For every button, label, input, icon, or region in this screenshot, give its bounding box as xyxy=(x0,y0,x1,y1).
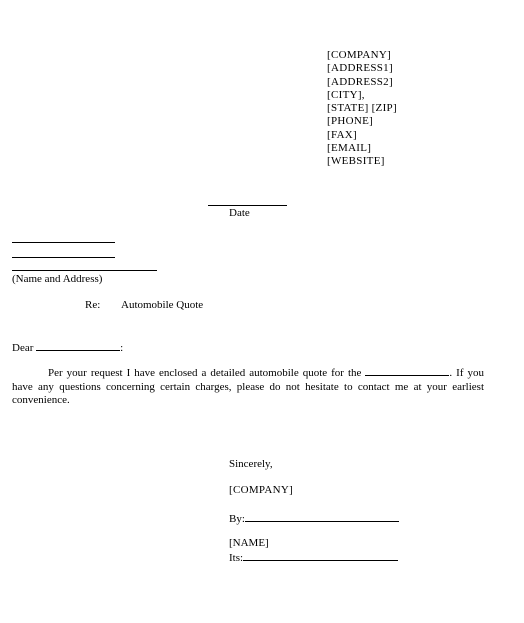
recipient-label: (Name and Address) xyxy=(12,273,103,285)
date-blank-line xyxy=(208,196,287,206)
re-label: Re: xyxy=(85,299,101,311)
by-signature-line xyxy=(229,511,399,526)
body-text-before: Per your request I have enclosed a detailed automobile quote for the xyxy=(48,367,362,379)
re-subject: Automobile Quote xyxy=(121,299,204,311)
date-label: Date xyxy=(229,207,250,219)
letterhead-website: [WEBSITE] xyxy=(327,155,385,168)
letterhead-address2: [ADDRESS2] xyxy=(327,75,393,88)
letterhead-city: [CITY], xyxy=(327,88,365,101)
recipient-line-1 xyxy=(12,242,115,243)
salutation-prefix: Dear xyxy=(12,342,34,354)
letterhead-block xyxy=(327,49,397,169)
salutation-suffix: : xyxy=(120,342,124,354)
letterhead-phone: [PHONE] xyxy=(327,115,374,128)
closing-company: [COMPANY] xyxy=(229,484,294,496)
letterhead-fax: [FAX] xyxy=(327,128,358,141)
its-blank xyxy=(243,550,398,561)
letterhead-state-zip: [STATE] [ZIP] xyxy=(327,102,397,115)
closing-sign-off: Sincerely, xyxy=(229,458,273,470)
salutation-blank xyxy=(36,340,120,351)
letterhead-company: [COMPANY] xyxy=(327,49,392,61)
its-title-line xyxy=(229,550,398,565)
by-label: By: xyxy=(229,513,245,525)
closing-name: [NAME] xyxy=(229,537,269,549)
body-blank xyxy=(365,365,449,376)
salutation xyxy=(12,340,123,355)
by-blank xyxy=(245,511,399,522)
body-text-after: . If you have any questions concerning certain charges, please do not hesitate to contact me at your earliest convenience. xyxy=(12,367,485,406)
letterhead-email: [EMAIL] xyxy=(327,142,372,155)
recipient-line-3 xyxy=(12,270,157,271)
its-label: Its: xyxy=(229,552,244,564)
body-paragraph xyxy=(12,365,484,408)
letterhead-address1: [ADDRESS1] xyxy=(327,62,393,75)
recipient-line-2 xyxy=(12,257,115,258)
